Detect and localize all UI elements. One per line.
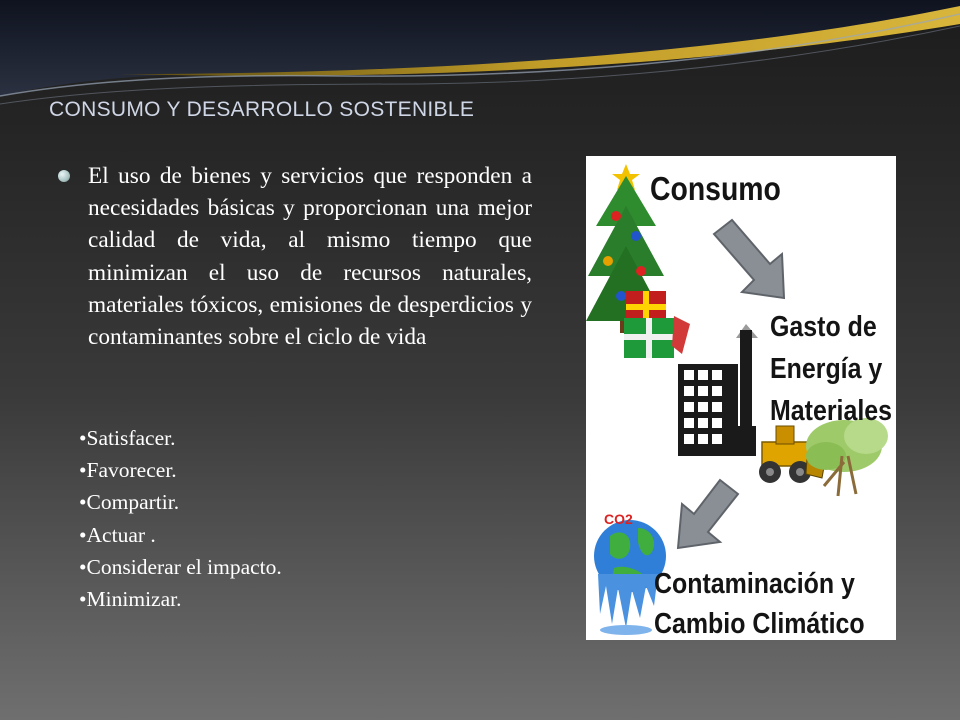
co2-label: CO2 [604, 511, 633, 527]
gasto-line: Materiales [770, 395, 892, 427]
list-item: •Satisfacer. [79, 426, 176, 450]
consumption-cycle-illustration [586, 156, 896, 640]
gasto-line: Energía y [770, 353, 883, 385]
gasto-label [770, 306, 892, 432]
gift-box-icon [624, 291, 690, 358]
list-item: •Actuar . [79, 522, 156, 547]
main-paragraph: El uso de bienes y servicios que responden a necesidades básicas y proporcionan una mejor calidad de vida, al mismo tiempo que minimizan el uso de recursos naturales, materiales tóxicos, emisiones de desperdicios y contaminantes sobre el ciclo de vida [88, 163, 532, 351]
arrow-down-right-icon [714, 220, 784, 298]
arrow-down-left-icon [678, 480, 738, 548]
gasto-line: Gasto de [770, 311, 877, 343]
bullet-icon [58, 170, 70, 182]
contaminacion-label [654, 564, 865, 644]
sub-list [79, 422, 282, 615]
list-item: •Compartir. [79, 490, 180, 515]
list-item: •Favorecer. [79, 458, 177, 483]
list-item: •Minimizar. [79, 587, 182, 612]
list-item: •Considerar el impacto. [79, 554, 282, 579]
slide-title: CONSUMO Y DESARROLLO SOSTENIBLE [49, 98, 475, 121]
contaminacion-line: Contaminación y [654, 568, 855, 600]
factory-icon [678, 324, 758, 456]
contaminacion-line: Cambio Climático [654, 608, 865, 640]
consumo-label: Consumo [650, 170, 781, 207]
